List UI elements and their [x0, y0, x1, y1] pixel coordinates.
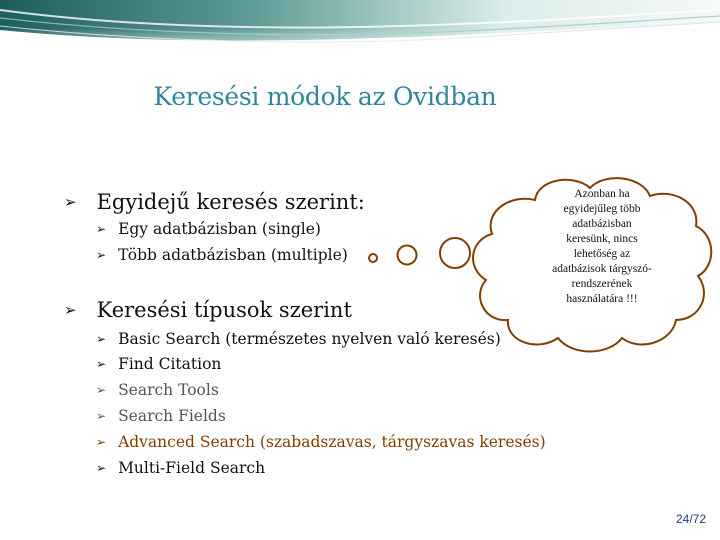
section-heading-text: Egyidejű keresés szerint: [96, 190, 365, 214]
list-item-text: Search Fields [118, 407, 226, 425]
callout-line: Azonban ha [574, 188, 630, 200]
list-item [96, 433, 546, 451]
callout-line: adatbázisban [572, 218, 632, 230]
list-item-text: Egy adatbázisban (single) [118, 220, 321, 238]
list-item [96, 220, 321, 238]
arrow-bullet-icon: ➢ [64, 301, 77, 319]
callout-line: használatára !!! [566, 293, 638, 305]
arrow-bullet-icon: ➢ [96, 332, 107, 346]
arrow-bullet-icon: ➢ [96, 409, 107, 423]
callout-line: keresünk, nincs [566, 233, 638, 245]
section-heading-search-types [64, 298, 352, 322]
arrow-bullet-icon: ➢ [96, 435, 107, 449]
arrow-bullet-icon: ➢ [96, 357, 107, 371]
thought-dot-medium [398, 246, 417, 265]
section-heading-simultaneous [64, 190, 365, 214]
arrow-bullet-icon: ➢ [96, 461, 107, 475]
callout-line: egyidejűleg több [563, 203, 641, 215]
list-item-text: Több adatbázisban (multiple) [118, 246, 348, 264]
list-item-text: Find Citation [118, 355, 222, 373]
thought-dot-large [440, 238, 470, 268]
callout-line: lehetőség az [573, 248, 631, 260]
page-number: 24/72 [675, 512, 706, 526]
arrow-bullet-icon: ➢ [96, 222, 107, 236]
list-item [96, 459, 265, 477]
callout-line: rendszerének [571, 278, 633, 290]
list-item-text: Search Tools [118, 381, 219, 399]
callout-text [522, 187, 682, 307]
list-item [96, 355, 221, 373]
slide-title: Keresési módok az Ovidban [153, 82, 497, 111]
list-item [96, 381, 219, 399]
header-banner [0, 0, 720, 60]
list-item-text: Multi-Field Search [118, 459, 266, 477]
arrow-bullet-icon: ➢ [64, 193, 77, 211]
arrow-bullet-icon: ➢ [96, 383, 107, 397]
list-item [96, 407, 226, 425]
list-item-text: Advanced Search (szabadszavas, tárgyszavas keresés) [118, 433, 546, 451]
callout-line: adatbázisok tárgyszó- [552, 263, 652, 275]
arrow-bullet-icon: ➢ [96, 248, 107, 262]
section-heading-text: Keresési típusok szerint [96, 298, 352, 322]
list-item [96, 246, 348, 264]
list-item-text: Basic Search (természetes nyelven való keresés) [118, 330, 501, 348]
thought-dot-small [369, 254, 377, 262]
